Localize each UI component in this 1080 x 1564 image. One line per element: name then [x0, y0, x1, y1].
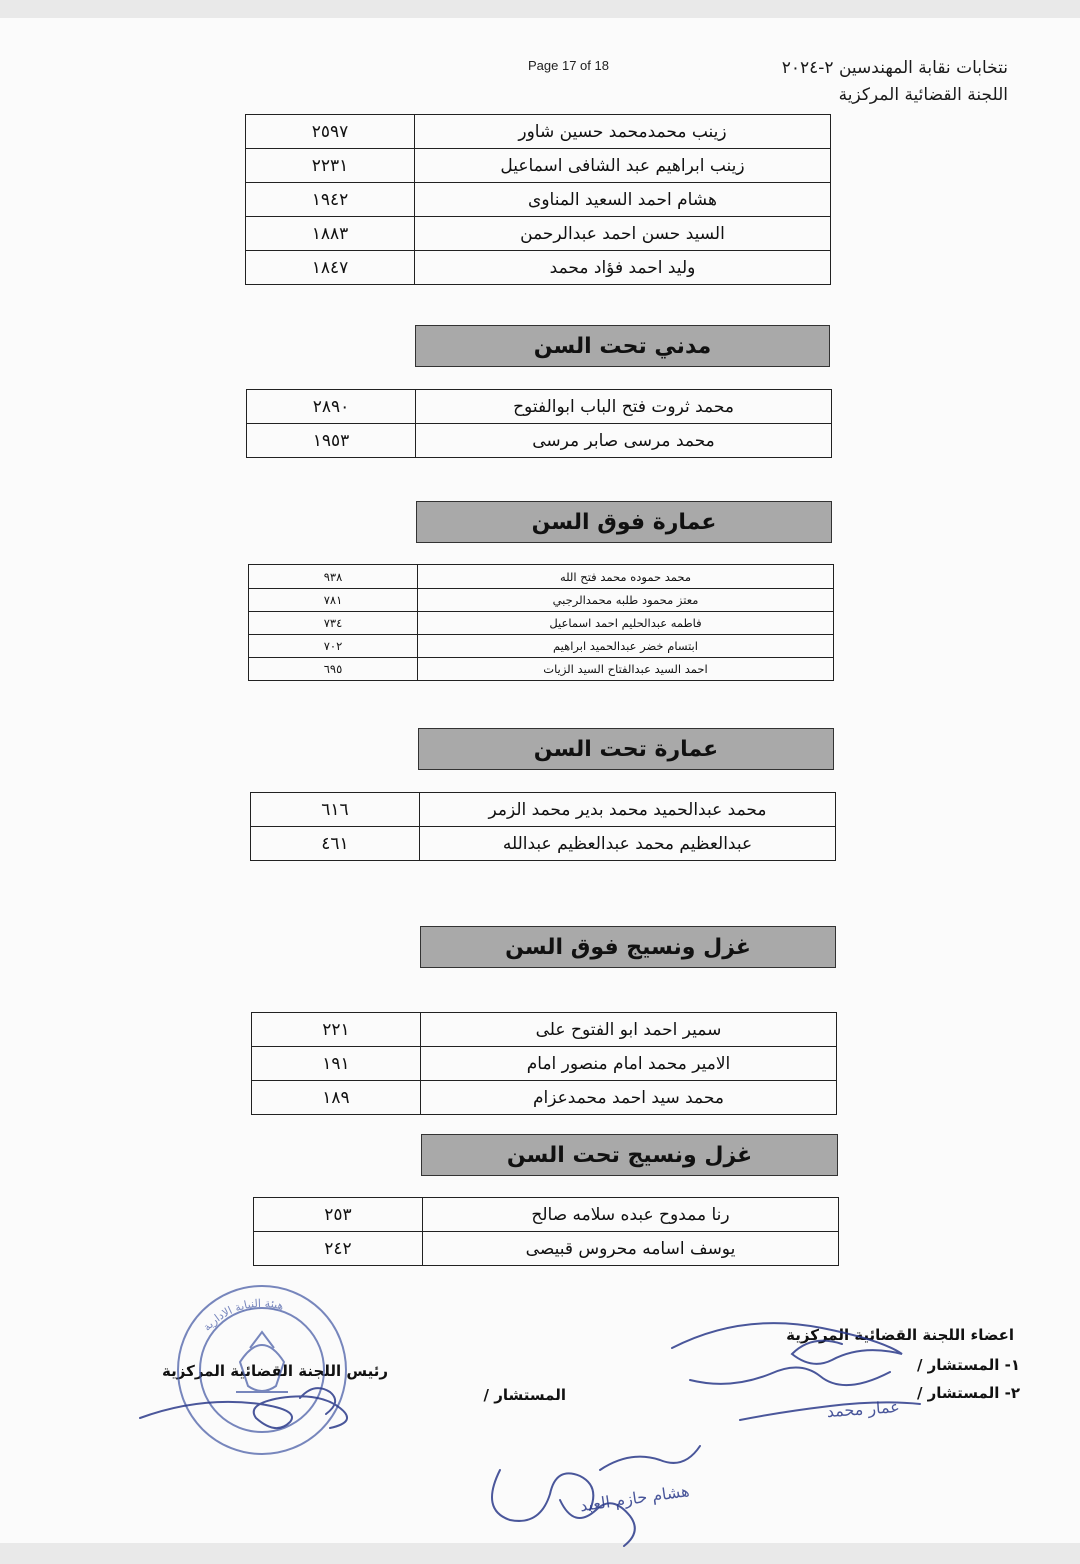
candidate-votes: ٢٢٣١: [246, 149, 415, 183]
candidate-votes: ١٨٩: [252, 1081, 421, 1115]
candidate-name: عبدالعظيم محمد عبدالعظيم عبدالله: [420, 827, 836, 861]
candidate-votes: ٢٥٩٧: [246, 115, 415, 149]
candidate-name: احمد السيد عبدالفتاح السيد الزيات: [418, 658, 834, 681]
candidate-name: محمد عبدالحميد محمد بدير محمد الزمر: [420, 793, 836, 827]
table-row: [254, 1198, 839, 1232]
candidate-name: زينب ابراهيم عبد الشافى اسماعيل: [415, 149, 831, 183]
table-row: [247, 424, 832, 458]
results-table-civil-under-age: [246, 389, 832, 458]
table-row: [246, 149, 831, 183]
counsellor-label: المستشار /: [483, 1386, 566, 1404]
candidate-name: هشام احمد السعيد المناوى: [415, 183, 831, 217]
table-row: [249, 612, 834, 635]
table-row: [249, 658, 834, 681]
candidate-votes: ١٨٨٣: [246, 217, 415, 251]
results-table-textile-under-age: [253, 1197, 839, 1266]
candidate-votes: ٢٥٣: [254, 1198, 423, 1232]
table-row: [252, 1047, 837, 1081]
candidate-name: سمير احمد ابو الفتوح على: [421, 1013, 837, 1047]
table-row: [246, 217, 831, 251]
candidate-name: معتز محمود طلبه محمدالرجبي: [418, 589, 834, 612]
candidate-votes: ٧٨١: [249, 589, 418, 612]
candidate-name: فاطمه عبدالحليم احمد اسماعيل: [418, 612, 834, 635]
section-header-architecture-under-age: عمارة تحت السن: [418, 728, 834, 770]
candidate-name: زينب محمدمحمد حسين شاور: [415, 115, 831, 149]
svg-text:عمار محمد: عمار محمد: [826, 1397, 901, 1422]
table-row: [252, 1081, 837, 1115]
candidate-votes: ٧٠٢: [249, 635, 418, 658]
table-row: [246, 115, 831, 149]
candidate-votes: ١٨٤٧: [246, 251, 415, 285]
candidate-name: محمد سيد احمد محمدعزام: [421, 1081, 837, 1115]
table-row: [251, 827, 836, 861]
document-subtitle: اللجنة القضائية المركزية: [838, 85, 1008, 105]
candidate-votes: ٦١٦: [251, 793, 420, 827]
section-header-civil-under-age: مدني تحت السن: [415, 325, 830, 367]
member-2-label: ٢- المستشار /: [916, 1384, 1020, 1402]
section-header-textile-under-age: غزل ونسيج تحت السن: [421, 1134, 838, 1176]
candidate-votes: ١٩٥٣: [247, 424, 416, 458]
table-row: [254, 1232, 839, 1266]
svg-text:هشام حازم العبد: هشام حازم العبد: [578, 1481, 691, 1516]
page-number: Page 17 of 18: [528, 58, 609, 73]
candidate-votes: ١٩٤٢: [246, 183, 415, 217]
candidate-name: ابتسام خضر عبدالحميد ابراهيم: [418, 635, 834, 658]
candidate-name: رنا ممدوح عبده سلامه صالح: [423, 1198, 839, 1232]
candidate-votes: ٤٦١: [251, 827, 420, 861]
table-row: [252, 1013, 837, 1047]
candidate-votes: ٢٨٩٠: [247, 390, 416, 424]
table-row: [249, 565, 834, 589]
candidate-votes: ١٩١: [252, 1047, 421, 1081]
table-row: [247, 390, 832, 424]
table-row: [249, 635, 834, 658]
results-table-continued: [245, 114, 831, 285]
candidate-name: وليد احمد فؤاد محمد: [415, 251, 831, 285]
candidate-name: الامير محمد امام منصور امام: [421, 1047, 837, 1081]
results-table-textile-over-age: [251, 1012, 837, 1115]
candidate-name: محمد ثروت فتح الباب ابوالفتوح: [416, 390, 832, 424]
candidate-name: السيد حسن احمد عبدالرحمن: [415, 217, 831, 251]
svg-text:هيئة النيابة الادارية: هيئة النيابة الادارية: [200, 1296, 286, 1334]
candidate-votes: ٧٣٤: [249, 612, 418, 635]
table-row: [249, 589, 834, 612]
table-row: [246, 183, 831, 217]
candidate-votes: ٢٢١: [252, 1013, 421, 1047]
president-label: رئيس اللجنة القضائية المركزية: [162, 1362, 388, 1380]
results-table-architecture-under-age: [250, 792, 836, 861]
candidate-name: محمد مرسى صابر مرسى: [416, 424, 832, 458]
candidate-votes: ٢٤٢: [254, 1232, 423, 1266]
section-header-architecture-over-age: عمارة فوق السن: [416, 501, 832, 543]
member-1-label: ١- المستشار /: [916, 1356, 1020, 1374]
results-table-architecture-over-age: [248, 564, 834, 681]
document-title: نتخابات نقابة المهندسين ٢-٢٠٢٤: [781, 58, 1008, 78]
candidate-name: محمد حموده محمد فتح الله: [418, 565, 834, 589]
candidate-name: يوسف اسامه محروس قبيصى: [423, 1232, 839, 1266]
table-row: [246, 251, 831, 285]
candidate-votes: ٦٩٥: [249, 658, 418, 681]
table-row: [251, 793, 836, 827]
section-header-textile-over-age: غزل ونسيج فوق السن: [420, 926, 836, 968]
committee-members-heading: اعضاء اللجنة القضائية المركزية: [786, 1326, 1014, 1344]
candidate-votes: ٩٣٨: [249, 565, 418, 589]
